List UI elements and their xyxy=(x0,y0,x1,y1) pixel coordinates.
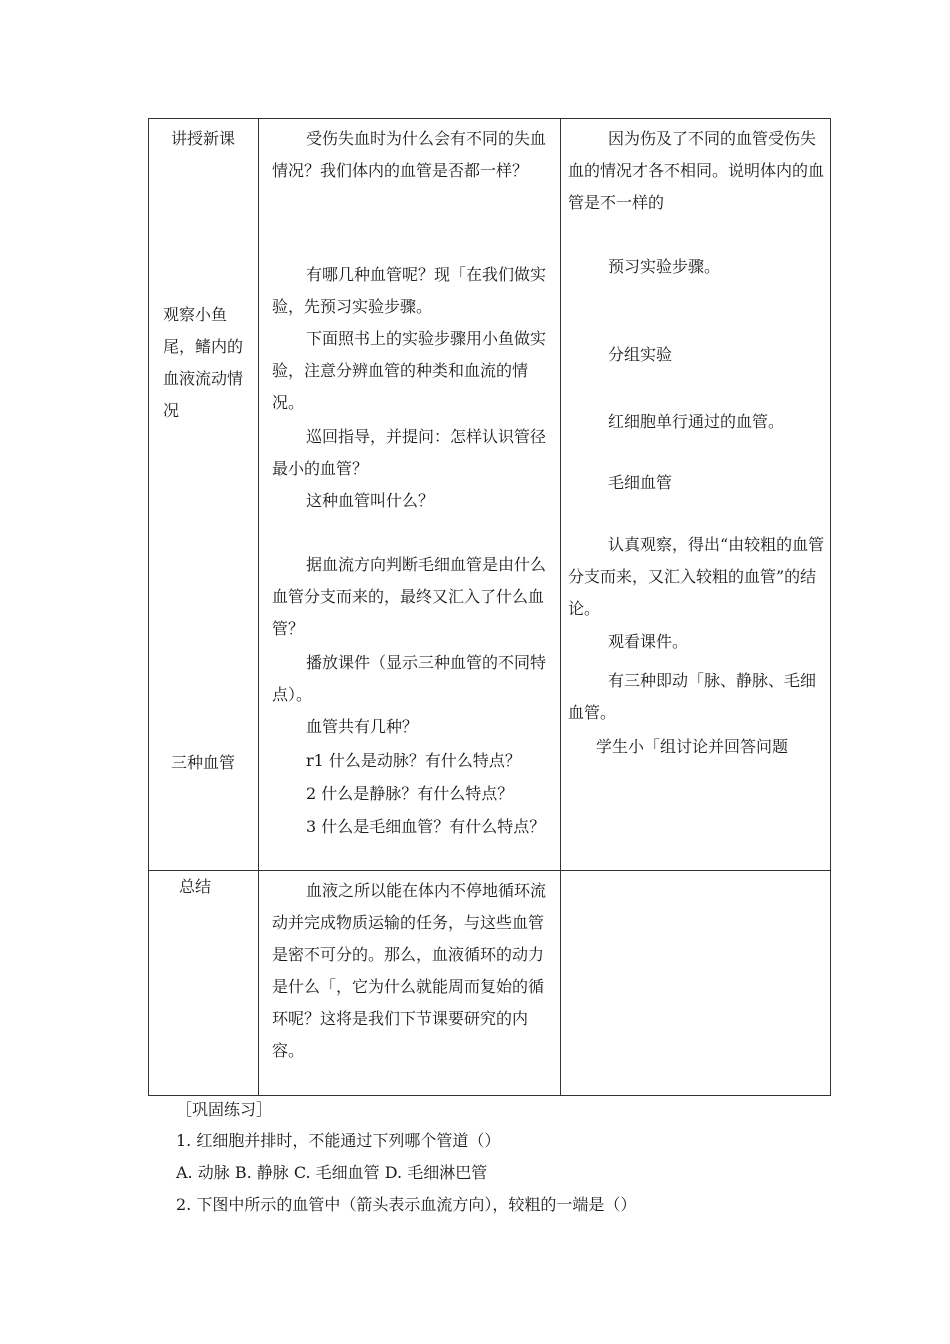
student-paragraph: 分组实验 xyxy=(608,345,673,364)
section-label-cell xyxy=(149,119,259,871)
lesson-plan-table xyxy=(148,118,831,1096)
student-paragraph: 因为伤及了不同的血管受伤失血的情况才各不相同。说明体内的血管是不一样的 xyxy=(568,129,825,212)
section-label-cell xyxy=(149,871,259,1096)
section-label-new-lesson: 讲授新课 xyxy=(171,129,236,148)
student-paragraph: 观看课件。 xyxy=(608,632,689,651)
student-paragraph: 红细胞单行通过的血管。 xyxy=(608,412,785,431)
student-activity-cell xyxy=(561,119,831,871)
teacher-paragraph: 下面照书上的实验步骤用小鱼做实验，注意分辨血管的种类和血流的情况。 xyxy=(272,329,547,412)
question-1-options: A. 动脉 B. 静脉 C. 毛细血管 D. 毛细淋巴管 xyxy=(176,1163,488,1182)
student-paragraph: 预习实验步骤。 xyxy=(608,257,721,276)
teacher-activity-cell xyxy=(259,871,561,1096)
teacher-paragraph: 巡回指导，并提问：怎样认识管径最小的血管？ xyxy=(272,427,547,478)
teacher-paragraph: r1 什么是动脉？有什么特点？ xyxy=(306,751,521,770)
table-row xyxy=(149,871,831,1096)
section-label-three-vessels: 三种血管 xyxy=(171,753,236,772)
section-label-observe-fish: 观察小鱼尾，鳍内的血液流动情况 xyxy=(163,305,244,420)
teacher-paragraph: 这种血管叫什么？ xyxy=(306,491,435,510)
student-paragraph: 有三种即动「脉、静脉、毛细血管。 xyxy=(568,671,817,722)
student-activity-cell xyxy=(561,871,831,1096)
teacher-paragraph: 2 什么是静脉？有什么特点？ xyxy=(306,784,514,803)
student-paragraph: 学生小「组讨论并回答问题 xyxy=(596,737,789,756)
question-2: 2. 下图中所示的血管中（箭头表示血流方向），较粗的一端是（） xyxy=(176,1195,637,1214)
teacher-paragraph: 血液之所以能在体内不停地循环流动并完成物质运输的任务，与这些血管是密不可分的。那么，血液循环的动力是什么「，它为什么就能周而复始的循环呢？这将是我们下节课要研究的内容。 xyxy=(272,881,547,1060)
exercises-heading: ［巩固练习］ xyxy=(176,1100,273,1119)
teacher-activity-cell xyxy=(259,119,561,871)
student-paragraph: 认真观察，得出“由较粗的血管分支而来，又汇入较粗的血管”的结论。 xyxy=(568,535,825,618)
student-paragraph: 毛细血管 xyxy=(608,473,673,492)
section-label-summary: 总结 xyxy=(179,877,212,896)
table-row xyxy=(149,119,831,871)
teacher-paragraph: 血管共有几种？ xyxy=(306,717,419,736)
teacher-paragraph: 据血流方向判断毛细血管是由什么血管分支而来的，最终又汇入了什么血管？ xyxy=(272,555,547,638)
teacher-paragraph: 受伤失血时为什么会有不同的失血情况？我们体内的血管是否都一样？ xyxy=(272,129,547,180)
teacher-paragraph: 有哪几种血管呢？现「在我们做实验，先预习实验步骤。 xyxy=(272,265,547,316)
question-1: 1. 红细胞并排时，不能通过下列哪个管道（） xyxy=(176,1131,501,1150)
teacher-paragraph: 播放课件（显示三种血管的不同特点）。 xyxy=(272,653,547,704)
teacher-paragraph: 3 什么是毛细血管？有什么特点？ xyxy=(306,817,546,836)
